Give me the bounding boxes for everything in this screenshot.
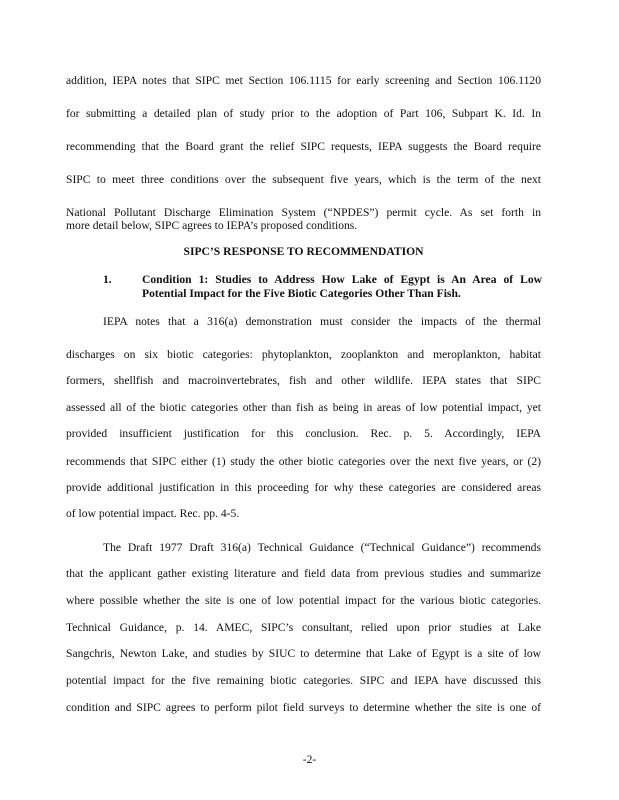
text-line: potential impact for the five remaining biotic categories. SIPC and IEPA have discussed this xyxy=(66,674,541,687)
text-line: formers, shellfish and macroinvertebrates, fish and other wildlife. IEPA states that SIPC xyxy=(66,374,541,387)
text-line: provide additional justification in this proceeding for why these categories are considered areas xyxy=(66,481,541,494)
text-line: Sangchris, Newton Lake, and studies by SIUC to determine that Lake of Egypt is a site of low xyxy=(66,647,541,660)
text-line: that the applicant gather existing literature and field data from previous studies and summarize xyxy=(66,567,541,580)
text-line: Technical Guidance, p. 14. AMEC, SIPC’s consultant, relied upon prior studies at Lake xyxy=(66,621,541,634)
text-line: SIPC to meet three conditions over the subsequent five years, which is the term of the next xyxy=(66,173,541,186)
text-line: recommends that SIPC either (1) study the other biotic categories over the next five years, or (2) xyxy=(66,455,541,468)
condition-number: 1. xyxy=(103,273,112,286)
text-line: discharges on six biotic categories: phytoplankton, zooplankton and meroplankton, habitat xyxy=(66,348,541,361)
text-line: where possible whether the site is one of low potential impact for the various biotic categories. xyxy=(66,594,541,607)
text-line: The Draft 1977 Draft 316(a) Technical Guidance (“Technical Guidance”) recommends xyxy=(103,541,541,554)
page-number: -2- xyxy=(302,753,317,766)
text-line: condition and SIPC agrees to perform pilot field surveys to determine whether the site is one of xyxy=(66,701,541,714)
text-line: provided insufficient justification for this conclusion. Rec. p. 5. Accordingly, IEPA xyxy=(66,427,541,440)
text-line: IEPA notes that a 316(a) demonstration must consider the impacts of the thermal xyxy=(103,315,541,328)
condition-title-line: Potential Impact for the Five Biotic Categories Other Than Fish. xyxy=(142,287,461,300)
text-line: for submitting a detailed plan of study prior to the adoption of Part 106, Subpart K. Id. In xyxy=(66,107,541,120)
section-heading: SIPC’S RESPONSE TO RECOMMENDATION xyxy=(183,245,424,258)
condition-title-line: Condition 1: Studies to Address How Lake of Egypt is An Area of Low xyxy=(142,273,542,286)
text-line: of low potential impact. Rec. pp. 4-5. xyxy=(66,507,240,520)
text-line: more detail below, SIPC agrees to IEPA’s proposed conditions. xyxy=(66,219,358,232)
text-line: National Pollutant Discharge Elimination System (“NPDES”) permit cycle. As set forth in xyxy=(66,206,541,219)
text-line: recommending that the Board grant the relief SIPC requests, IEPA suggests the Board require xyxy=(66,140,541,153)
text-line: addition, IEPA notes that SIPC met Section 106.1115 for early screening and Section 106.1120 xyxy=(66,74,541,87)
text-line: assessed all of the biotic categories other than fish as being in areas of low potential impact, yet xyxy=(66,401,541,414)
